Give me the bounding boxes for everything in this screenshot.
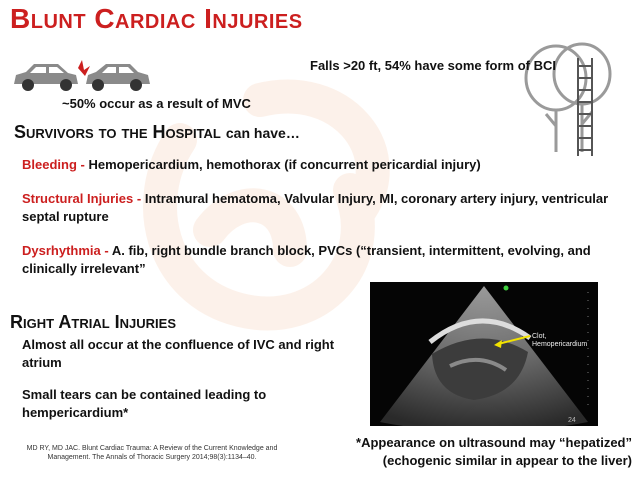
item-text: Intramural hematoma, Valvular Injury, MI, coronary artery injury, ventricular septal rupture	[22, 191, 609, 224]
ultrasound-image	[370, 282, 598, 426]
us-label-line2: Hemopericardium	[532, 341, 588, 348]
list-item-bleeding	[22, 156, 622, 174]
item-text: A. fib, right bundle branch block, PVCs (“transient, intermittent, evolving, and clinically irrelevant”	[22, 243, 591, 276]
survivors-heading	[14, 122, 300, 143]
appearance-note: *Appearance on ultrasound may “hepatized” (echogenic similar in appear to the liver)	[356, 435, 632, 468]
car-crash-icon	[12, 58, 152, 98]
right-atrial-bullet: Small tears can be contained leading to hempericardium*	[22, 387, 267, 420]
right-atrial-heading: Right Atrial Injuries	[10, 312, 177, 332]
ladder-icon	[574, 58, 596, 158]
item-lead: Dysrhythmia -	[22, 243, 109, 258]
list-item-dysrhythmia	[22, 242, 622, 278]
survivors-heading-text: Survivors to the Hospital	[14, 122, 221, 142]
falls-note: Falls >20 ft, 54% have some form of BCI	[310, 58, 556, 73]
us-label-line1: Clot,	[532, 333, 547, 340]
survivors-heading-tail: can have…	[225, 125, 300, 141]
ultrasound-svg	[370, 282, 598, 426]
page-title: Blunt Cardiac Injuries	[10, 3, 303, 34]
right-atrial-bullet: Almost all occur at the confluence of IVC and right atrium	[22, 337, 335, 370]
list-item-structural	[22, 190, 622, 226]
frame-number: 24	[568, 417, 576, 424]
mvc-note: ~50% occur as a result of MVC	[62, 96, 251, 111]
probe-marker	[504, 286, 509, 291]
item-lead: Structural Injuries -	[22, 191, 142, 206]
item-lead: Bleeding -	[22, 157, 85, 172]
citation: MD RY, MD JAC. Blunt Cardiac Trauma: A Review of the Current Knowledge and Management. The Annals of Thoracic Surgery 2014;98(3):1134–40.	[26, 445, 278, 461]
item-text: Hemopericardium, hemothorax (if concurrent pericardial injury)	[88, 157, 481, 172]
